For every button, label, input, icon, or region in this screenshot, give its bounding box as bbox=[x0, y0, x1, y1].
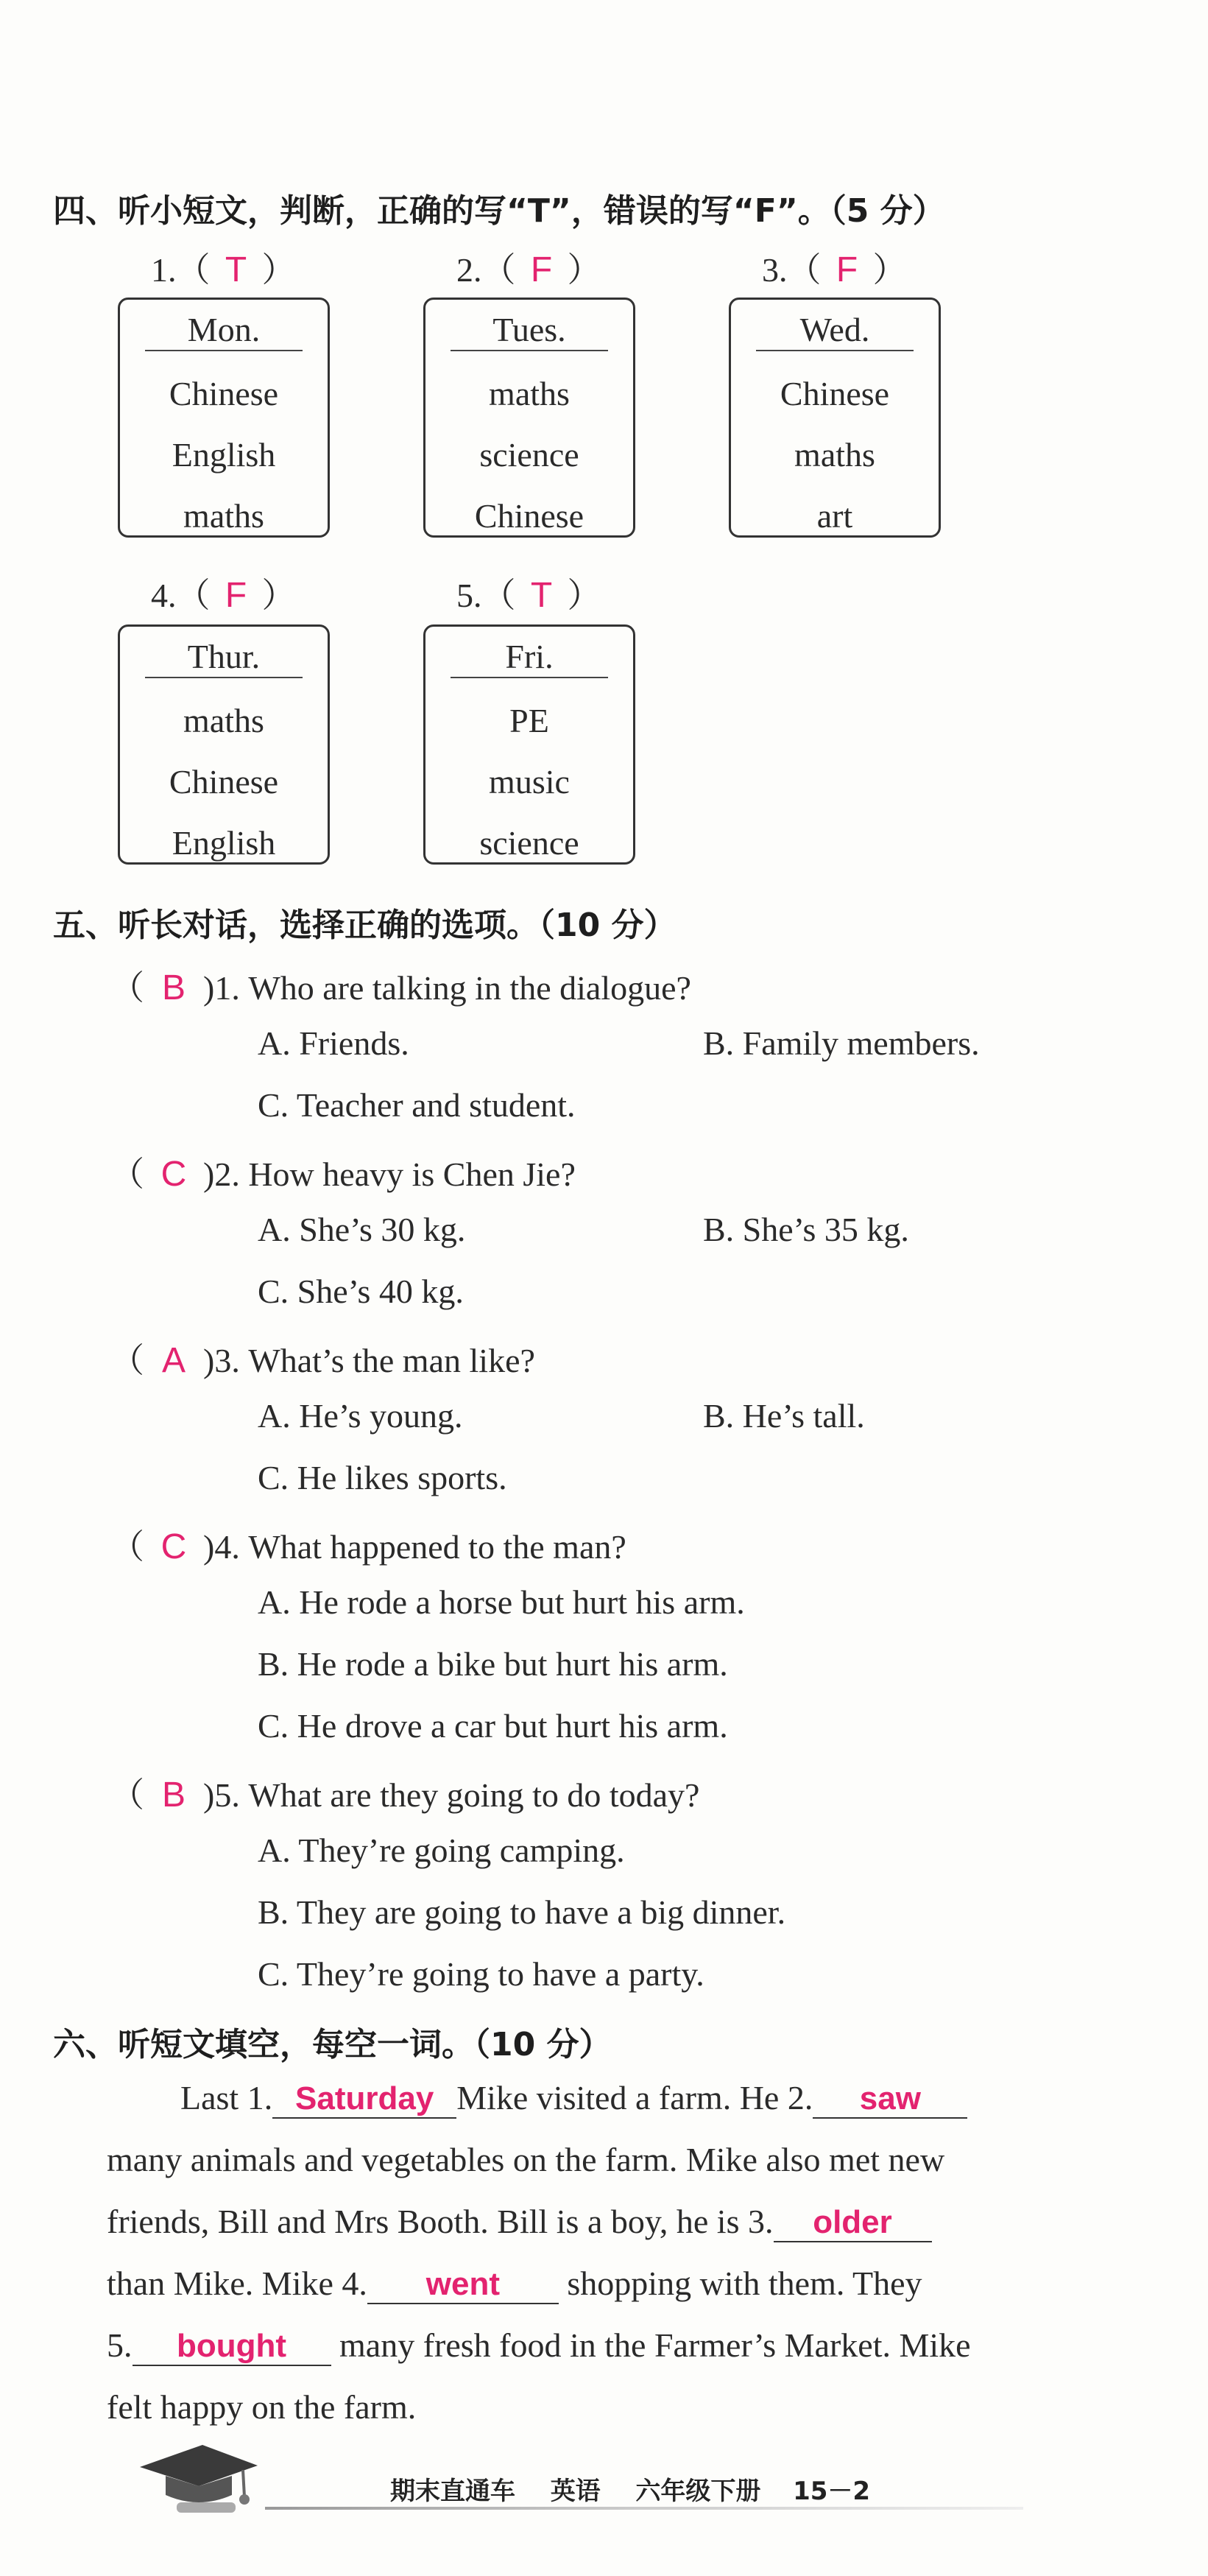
item-4-number: 4.（ F ） bbox=[151, 576, 296, 615]
question-2-answer: C bbox=[160, 1155, 187, 1194]
section5-heading: 五、听长对话，选择正确的选项。（10 分） bbox=[53, 907, 677, 944]
schedule-card-fri bbox=[423, 624, 635, 865]
question-5-answer: B bbox=[161, 1776, 186, 1815]
card-day: Tues. bbox=[451, 310, 608, 351]
q1-option-a: A. Friends. bbox=[258, 1024, 409, 1062]
item-1-answer: T bbox=[225, 250, 247, 289]
question-3-answer: A bbox=[161, 1341, 186, 1380]
q1-option-b: B. Family members. bbox=[703, 1024, 980, 1062]
blank-3-answer: older bbox=[774, 2204, 932, 2242]
item-1-number: 1.（ T ） bbox=[151, 250, 296, 289]
card-subject: Chinese bbox=[474, 497, 584, 535]
question-4-answer: C bbox=[160, 1527, 187, 1566]
question-2: （ C )2. How heavy is Chen Jie? bbox=[110, 1155, 576, 1194]
item-5-number: 5.（ T ） bbox=[456, 576, 601, 615]
passage-line-6: felt happy on the farm. bbox=[107, 2388, 417, 2426]
card-subject: science bbox=[479, 436, 579, 474]
blank-4-answer: went bbox=[367, 2266, 559, 2304]
question-4: （ C )4. What happened to the man? bbox=[110, 1527, 626, 1566]
item-4-answer: F bbox=[225, 576, 247, 615]
q3-option-a: A. He’s young. bbox=[258, 1397, 463, 1435]
item-2-number: 2.（ F ） bbox=[456, 250, 601, 289]
item-2-answer: F bbox=[530, 250, 553, 289]
question-3: （ A )3. What’s the man like? bbox=[110, 1341, 535, 1380]
q2-option-c: C. She’s 40 kg. bbox=[258, 1273, 464, 1310]
question-1: （ B )1. Who are talking in the dialogue? bbox=[110, 968, 691, 1007]
item-3-number: 3.（ F ） bbox=[762, 250, 907, 289]
card-day: Thur. bbox=[145, 637, 303, 678]
q4-option-b: B. He rode a bike but hurt his arm. bbox=[258, 1645, 728, 1683]
question-5: （ B )5. What are they going to do today? bbox=[110, 1776, 700, 1815]
item-5-answer: T bbox=[530, 576, 553, 615]
q5-option-a: A. They’re going camping. bbox=[258, 1831, 625, 1869]
card-subject: maths bbox=[794, 436, 875, 474]
passage-line-2: many animals and vegetables on the farm. Mike also met new bbox=[107, 2141, 945, 2178]
graduation-cap-icon bbox=[133, 2438, 265, 2519]
q5-option-b: B. They are going to have a big dinner. bbox=[258, 1893, 786, 1931]
passage-line-4: than Mike. Mike 4. went shopping with them. They bbox=[107, 2264, 922, 2304]
blank-1-answer: Saturday bbox=[272, 2080, 456, 2119]
schedule-card-tues bbox=[423, 298, 635, 538]
card-subject: Chinese bbox=[169, 763, 279, 800]
q2-option-b: B. She’s 35 kg. bbox=[703, 1211, 909, 1248]
q5-option-c: C. They’re going to have a party. bbox=[258, 1955, 704, 1993]
section6-heading: 六、听短文填空，每空一词。（10 分） bbox=[53, 2026, 612, 2063]
q4-option-c: C. He drove a car but hurt his arm. bbox=[258, 1707, 728, 1745]
schedule-card-mon bbox=[118, 298, 330, 538]
card-subject: science bbox=[479, 824, 579, 862]
schedule-card-thur bbox=[118, 624, 330, 865]
q1-option-c: C. Teacher and student. bbox=[258, 1086, 576, 1124]
card-subject: maths bbox=[183, 702, 264, 739]
card-subject: English bbox=[172, 824, 276, 862]
card-subject: music bbox=[489, 763, 570, 800]
q4-option-a: A. He rode a horse but hurt his arm. bbox=[258, 1583, 745, 1621]
schedule-card-wed bbox=[729, 298, 941, 538]
card-day: Wed. bbox=[756, 310, 914, 351]
card-day: Mon. bbox=[145, 310, 303, 351]
footer-book: 期末直通车 bbox=[390, 2477, 515, 2506]
card-subject: maths bbox=[489, 375, 570, 412]
card-subject: maths bbox=[183, 497, 264, 535]
passage-line-5: 5. bought many fresh food in the Farmer’s Market. Mike bbox=[107, 2326, 971, 2366]
q3-option-b: B. He’s tall. bbox=[703, 1397, 865, 1435]
blank-5-answer: bought bbox=[133, 2328, 331, 2366]
card-subject: PE bbox=[509, 702, 549, 739]
q2-option-a: A. She’s 30 kg. bbox=[258, 1211, 466, 1248]
footer-subject: 英语 bbox=[550, 2477, 601, 2506]
card-subject: art bbox=[816, 497, 853, 535]
passage-line-3: friends, Bill and Mrs Booth. Bill is a boy, he is 3. older bbox=[107, 2202, 932, 2242]
question-1-answer: B bbox=[161, 968, 186, 1007]
blank-2-answer: saw bbox=[813, 2080, 967, 2119]
passage-line-1: Last 1. Saturday Mike visited a farm. He 2. saw bbox=[180, 2078, 967, 2119]
footer-label bbox=[390, 2471, 870, 2507]
q3-option-c: C. He likes sports. bbox=[258, 1459, 507, 1496]
section4-heading: 四、听小短文，判断，正确的写“T”，错误的写“F”。（5 分） bbox=[53, 192, 945, 230]
card-subject: English bbox=[172, 436, 276, 474]
footer-grade: 六年级下册 bbox=[635, 2477, 761, 2506]
footer-divider bbox=[265, 2507, 1023, 2510]
card-subject: Chinese bbox=[780, 375, 890, 412]
card-day: Fri. bbox=[451, 637, 608, 678]
item-3-answer: F bbox=[836, 250, 858, 289]
card-subject: Chinese bbox=[169, 375, 279, 412]
footer-page-number: 15－2 bbox=[793, 2477, 871, 2506]
